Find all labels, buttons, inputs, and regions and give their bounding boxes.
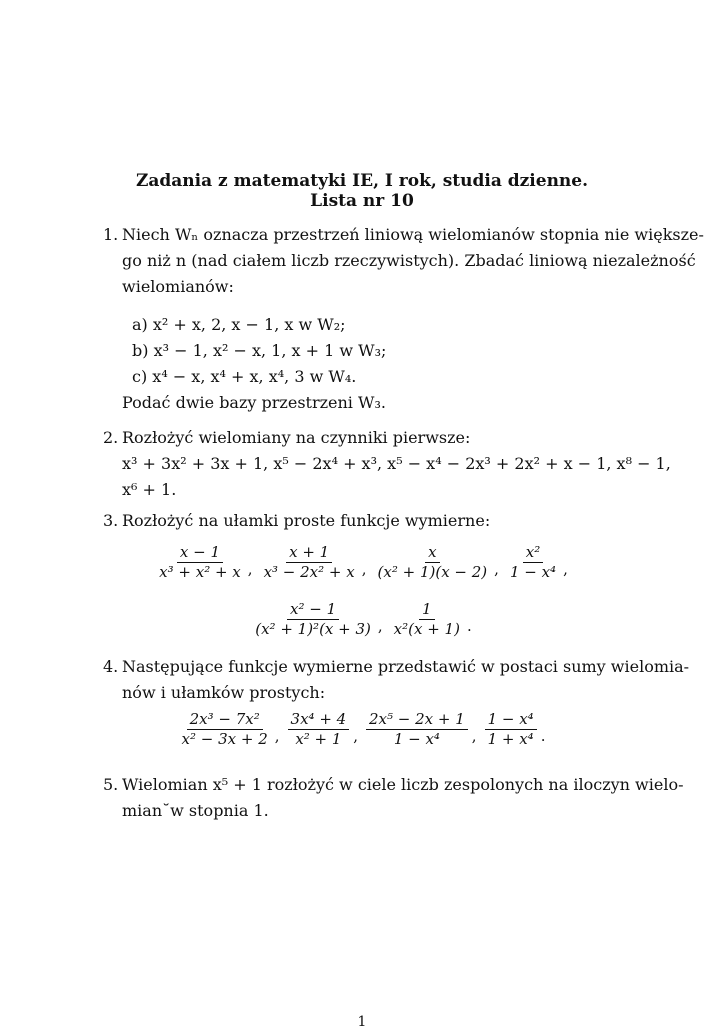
page-number: 1 — [357, 1014, 367, 1030]
text-line: Rozłożyć na ułamki proste funkcje wymierne: — [122, 511, 491, 530]
text-line: Wielomian x⁵ + 1 rozłożyć w ciele liczb zespolonych na iloczyn wielo- — [122, 775, 684, 794]
denominator: (x² + 1)²(x + 3) — [255, 620, 371, 638]
text-line: nów i ułamków prostych: — [122, 683, 326, 702]
numerator: x — [425, 543, 439, 563]
fraction-row — [0, 600, 724, 639]
math-line: x³ + 3x² + 3x + 1, x⁵ − 2x⁴ + x³, x⁵ − x⁴ − 2x³ + 2x² + x − 1, x⁸ − 1, — [122, 454, 671, 473]
fraction — [288, 710, 350, 749]
punctuation: . — [540, 726, 546, 745]
punctuation: , — [274, 726, 280, 745]
punctuation: , — [377, 616, 383, 635]
denominator: 1 − x⁴ — [509, 563, 557, 581]
denominator: x²(x + 1) — [393, 620, 460, 638]
problem-text — [122, 508, 642, 534]
denominator: x³ − 2x² + x — [263, 563, 355, 581]
document-title: Zadania z matematyki IE, I rok, studia dzienne. — [135, 171, 589, 191]
problem-number: 5. — [103, 775, 119, 794]
punctuation: , — [471, 726, 477, 745]
text-line: wielomianów: — [122, 277, 234, 296]
denominator: x² + 1 — [295, 730, 342, 748]
problem-number: 4. — [103, 657, 119, 676]
punctuation: , — [563, 559, 568, 578]
fraction — [252, 600, 374, 639]
numerator: 3x⁴ + 4 — [288, 710, 350, 730]
text-line: Niech Wₙ oznacza przestrzeń liniową wielomianów stopnia nie większe- — [122, 225, 704, 244]
subitem-b: b) x³ − 1, x² − x, 1, x + 1 w W₃; — [132, 341, 387, 360]
problem-text — [122, 222, 704, 300]
fraction — [507, 543, 559, 582]
denominator: 1 + x⁴ — [487, 730, 534, 748]
subitem-a: a) x² + x, 2, x − 1, x w W₂; — [132, 315, 346, 334]
fraction-row — [0, 710, 724, 749]
numerator: 1 — [419, 600, 435, 620]
numerator: 1 − x⁴ — [485, 710, 537, 730]
denominator: x² − 3x + 2 — [181, 730, 268, 748]
fraction — [485, 710, 537, 749]
problem-text — [122, 772, 684, 824]
fraction — [156, 543, 244, 582]
fraction — [391, 600, 463, 639]
fraction — [375, 543, 491, 582]
problem-number: 2. — [103, 428, 119, 447]
numerator: x + 1 — [286, 543, 332, 563]
denominator: 1 − x⁴ — [393, 730, 440, 748]
numerator: 2x³ − 7x² — [187, 710, 263, 730]
problem-number: 1. — [103, 225, 119, 244]
subitem-c: c) x⁴ − x, x⁴ + x, x⁴, 3 w W₄. — [132, 367, 357, 386]
subitem-list — [132, 312, 612, 390]
text-line: Podać dwie bazy przestrzeni W₃. — [122, 393, 386, 412]
fraction — [261, 543, 358, 582]
denominator: x³ + x² + x — [159, 563, 241, 581]
numerator: 2x⁵ − 2x + 1 — [366, 710, 468, 730]
fraction-row — [0, 543, 724, 582]
numerator: x² − 1 — [287, 600, 339, 620]
punctuation: , — [494, 559, 499, 578]
list-subtitle: Lista nr 10 — [310, 191, 414, 211]
text-line: Rozłożyć wielomiany na czynniki pierwsze: — [122, 428, 471, 447]
problem-text — [122, 425, 671, 503]
punctuation: , — [247, 559, 253, 578]
punctuation: , — [361, 559, 367, 578]
numerator: x² — [523, 543, 543, 563]
math-line: x⁶ + 1. — [122, 480, 177, 499]
fraction — [366, 710, 468, 749]
punctuation: , — [353, 726, 358, 745]
fraction — [179, 710, 271, 749]
punctuation: . — [466, 616, 472, 635]
text-line: mian˘w stopnia 1. — [122, 801, 269, 820]
numerator: x − 1 — [177, 543, 223, 563]
text-line: go niż n (nad ciałem liczb rzeczywistych). Zbadać liniową niezależność — [122, 251, 696, 270]
problem-text — [122, 654, 690, 706]
denominator: (x² + 1)(x − 2) — [377, 563, 488, 581]
problem-number: 3. — [103, 511, 119, 530]
problem-closing — [122, 390, 642, 416]
text-line: Następujące funkcje wymierne przedstawić w postaci sumy wielomia- — [122, 657, 690, 676]
